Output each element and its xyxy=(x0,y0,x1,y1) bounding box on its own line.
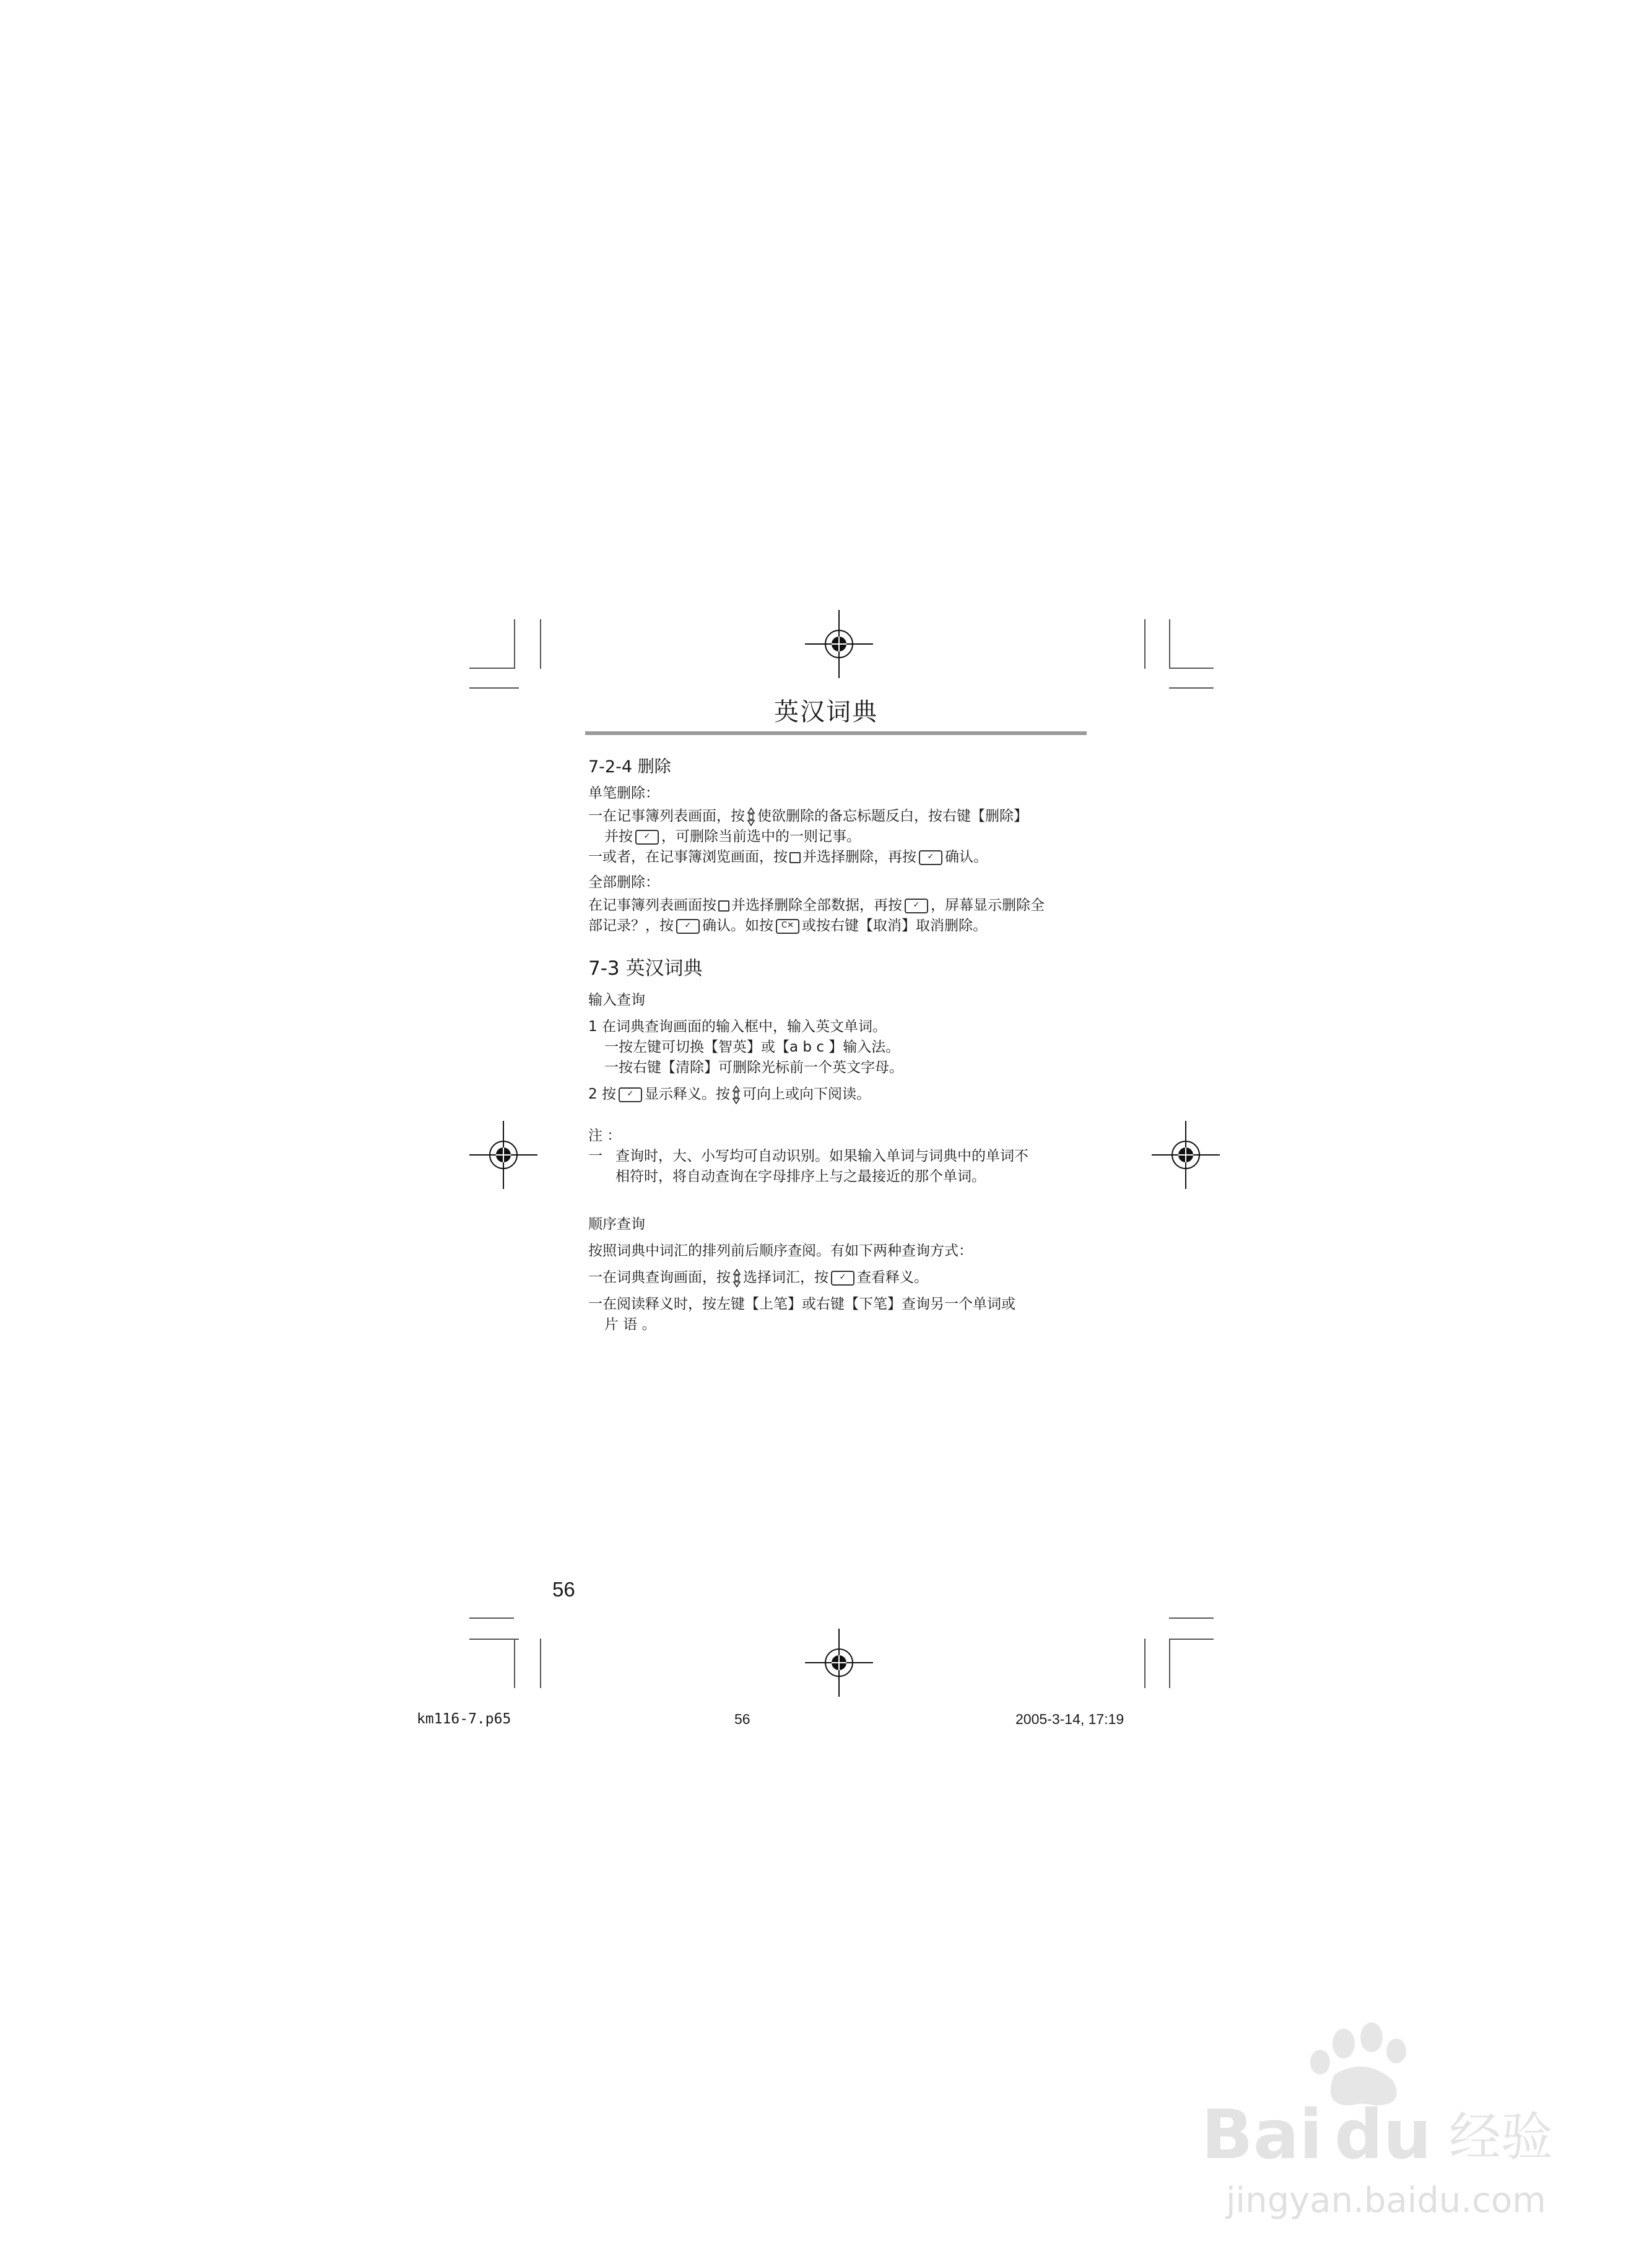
header-rule xyxy=(585,731,1087,735)
text-run: 并选择删除，再按 xyxy=(802,849,916,865)
registration-mark-right xyxy=(1152,1121,1220,1189)
text-run: 使欲删除的备忘标题反白，按右键【删除】 xyxy=(757,808,1028,824)
footer-filename: km116-7.p65 xyxy=(417,1711,511,1727)
note-item xyxy=(588,1146,1084,1187)
footer-datetime: 2005-3-14, 17:19 xyxy=(1015,1711,1124,1727)
sequential-item2-line1: 一在阅读释义时，按左键【上笔】或右键【下笔】查询另一个单词或 xyxy=(588,1296,1015,1312)
note-dash: 一 xyxy=(588,1148,602,1164)
note-text xyxy=(615,1146,1028,1187)
text-run: 查看释义。 xyxy=(857,1269,928,1286)
watermark-brand-cn: 经验 xyxy=(1449,2107,1554,2167)
page-content xyxy=(588,749,1084,1335)
text-run: 一或者，在记事簿浏览画面，按 xyxy=(588,849,788,865)
single-delete-line1 xyxy=(588,806,1084,827)
single-delete-label: 单笔删除： xyxy=(588,785,659,801)
text-run: 确认。如按 xyxy=(702,918,773,934)
single-delete-line3 xyxy=(588,847,1084,868)
note-line2: 相符时，将自动查询在字母排序上与之最接近的那个单词。 xyxy=(615,1169,986,1185)
ok-key-icon: ✓ xyxy=(831,1271,854,1286)
menu-key-icon xyxy=(718,900,729,912)
watermark-brand-left: Bai xyxy=(1201,2095,1323,2174)
ok-key-icon: ✓ xyxy=(905,899,928,913)
sequential-query-label: 顺序查询 xyxy=(588,1216,645,1232)
text-run: ，可删除当前选中的一则记事。 xyxy=(661,829,861,845)
menu-key-icon xyxy=(789,852,801,863)
sequential-intro: 按照词典中词汇的排列前后顺序查阅。有如下两种查询方式： xyxy=(588,1243,973,1259)
nav-key-icon xyxy=(732,1085,741,1105)
nav-key-icon xyxy=(733,1268,741,1288)
ok-key-icon: ✓ xyxy=(676,919,700,934)
ok-key-icon: ✓ xyxy=(919,850,942,865)
text-run: 或按右键【取消】取消删除。 xyxy=(802,918,987,934)
text-run: 并选择删除全部数据，再按 xyxy=(731,897,902,913)
sequential-item1 xyxy=(588,1268,1084,1288)
text-run: 一在词典查询画面，按 xyxy=(588,1269,731,1286)
registration-mark-top xyxy=(805,610,873,678)
watermark-brand-right: du xyxy=(1334,2095,1432,2174)
section-heading-724: 7-2-4 删除 xyxy=(588,757,671,777)
note-line1: 查询时，大、小写均可自动识别。如果输入单词与词典中的单词不 xyxy=(615,1148,1028,1164)
text-run: 在记事簿列表画面按 xyxy=(588,897,716,913)
ok-key-icon: ✓ xyxy=(635,830,659,845)
all-delete-label: 全部删除： xyxy=(588,874,659,890)
text-run: 确认。 xyxy=(945,849,988,865)
watermark-url: jingyan.baidu.com xyxy=(1226,2180,1546,2221)
note-label: 注 ： xyxy=(588,1128,622,1144)
all-delete-line1 xyxy=(588,895,1084,916)
step1-sub1: 一按左键可切换【智英】或【a b c 】输入法。 xyxy=(604,1039,900,1055)
sequential-item2-line2: 片 语 。 xyxy=(604,1317,656,1333)
page-header-title: 英汉词典 xyxy=(774,698,878,726)
step1: 1 在词典查询画面的输入框中，输入英文单词。 xyxy=(588,1019,887,1035)
input-query-label: 输入查询 xyxy=(588,992,645,1008)
text-run: ，屏幕显示删除全 xyxy=(931,897,1045,913)
text-run: 选择词汇，按 xyxy=(743,1269,828,1286)
ok-key-icon: ✓ xyxy=(619,1087,642,1102)
section-heading-73: 7-3 英汉词典 xyxy=(588,957,703,980)
baidu-jingyan-watermark xyxy=(1189,2013,1598,2223)
single-delete-line2 xyxy=(588,827,1084,847)
back-key-icon: C✕ xyxy=(776,919,799,934)
registration-mark-bottom xyxy=(805,1629,873,1697)
text-run: 2 按 xyxy=(588,1086,616,1102)
nav-key-icon xyxy=(747,807,755,827)
text-run: 部记录？，按 xyxy=(588,918,674,934)
registration-mark-left xyxy=(469,1121,537,1189)
text-run: 可向上或向下阅读。 xyxy=(742,1086,871,1102)
text-run: 显示释义。按 xyxy=(644,1086,730,1102)
text-run: 并按 xyxy=(604,829,633,845)
step1-sub2: 一按右键【清除】可删除光标前一个英文字母。 xyxy=(604,1060,903,1076)
text-run: 一在记事簿列表画面，按 xyxy=(588,808,745,824)
page-number: 56 xyxy=(552,1578,575,1601)
all-delete-line2 xyxy=(588,916,1084,936)
footer-page: 56 xyxy=(734,1711,750,1727)
step2 xyxy=(588,1084,1084,1105)
